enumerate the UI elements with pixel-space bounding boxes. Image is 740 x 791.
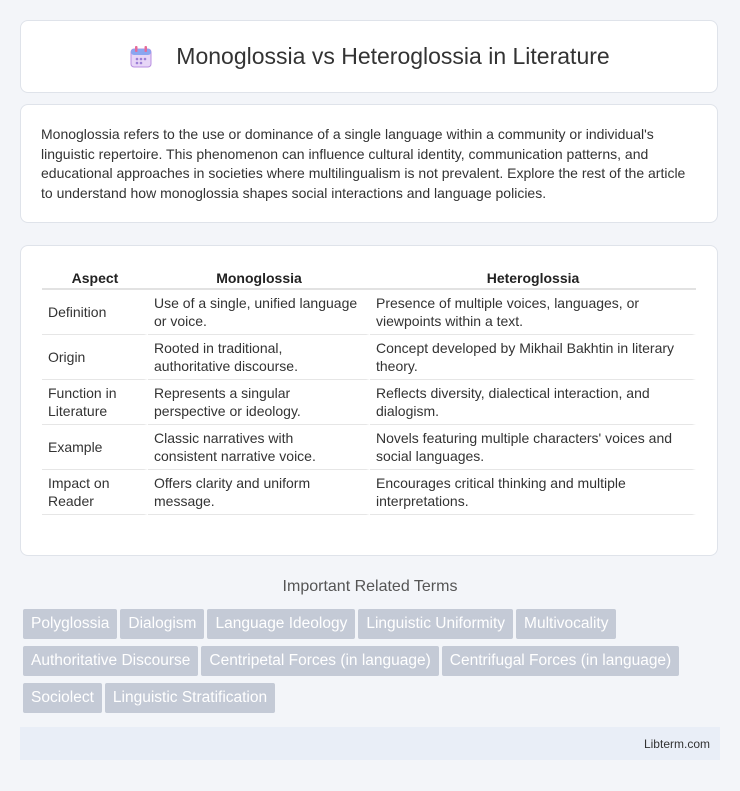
table-cell: Concept developed by Mikhail Bakhtin in literary theory.	[370, 335, 696, 380]
table-cell: Classic narratives with consistent narrative voice.	[148, 425, 370, 470]
related-term-tag[interactable]: Sociolect	[23, 683, 102, 713]
related-terms-list	[23, 609, 723, 720]
related-term-tag[interactable]: Language Ideology	[207, 609, 355, 639]
table-row	[42, 470, 696, 515]
header-card	[20, 20, 718, 93]
table-cell: Function in Literature	[42, 380, 148, 425]
table-cell: Use of a single, unified language or voice.	[148, 290, 370, 335]
footer	[20, 727, 720, 760]
related-term-tag[interactable]: Multivocality	[516, 609, 616, 639]
table-cell: Impact on Reader	[42, 470, 148, 515]
comparison-table	[42, 264, 696, 515]
calendar-icon	[128, 44, 154, 70]
related-term-tag[interactable]: Linguistic Uniformity	[358, 609, 513, 639]
related-term-tag[interactable]: Centrifugal Forces (in language)	[442, 646, 679, 676]
page-title: Monoglossia vs Heteroglossia in Literature	[176, 43, 610, 69]
column-header-aspect: Aspect	[42, 264, 148, 290]
related-term-tag[interactable]: Authoritative Discourse	[23, 646, 198, 676]
table-row	[42, 425, 696, 470]
related-term-tag[interactable]: Polyglossia	[23, 609, 117, 639]
related-term-tag[interactable]: Centripetal Forces (in language)	[201, 646, 438, 676]
table-cell: Example	[42, 425, 148, 470]
table-row	[42, 380, 696, 425]
table-cell: Represents a singular perspective or ideology.	[148, 380, 370, 425]
table-cell: Rooted in traditional, authoritative discourse.	[148, 335, 370, 380]
table-cell: Definition	[42, 290, 148, 335]
related-term-tag[interactable]: Linguistic Stratification	[105, 683, 275, 713]
intro-text: Monoglossia refers to the use or dominance of a single language within a community or individual's linguistic repertoire. This phenomenon can influence cultural identity, communication patterns, and educational approaches in societies where multilingualism is not prevalent. Explore the rest of the article to understand how monoglossia shapes social interactions and language policies.	[41, 126, 686, 201]
related-terms-title: Important Related Terms	[282, 578, 458, 595]
table-cell: Novels featuring multiple characters' voices and social languages.	[370, 425, 696, 470]
table-row	[42, 290, 696, 335]
intro-card	[20, 104, 718, 223]
comparison-table-card	[20, 245, 718, 556]
table-header-row	[42, 264, 696, 290]
table-cell: Origin	[42, 335, 148, 380]
column-header-heteroglossia: Heteroglossia	[370, 264, 696, 290]
related-term-tag[interactable]: Dialogism	[120, 609, 204, 639]
table-cell: Encourages critical thinking and multiple interpretations.	[370, 470, 696, 515]
footer-brand[interactable]: Libterm.com	[643, 736, 710, 751]
column-header-monoglossia: Monoglossia	[148, 264, 370, 290]
table-row	[42, 335, 696, 380]
table-cell: Presence of multiple voices, languages, or viewpoints within a text.	[370, 290, 696, 335]
table-cell: Reflects diversity, dialectical interaction, and dialogism.	[370, 380, 696, 425]
table-cell: Offers clarity and uniform message.	[148, 470, 370, 515]
